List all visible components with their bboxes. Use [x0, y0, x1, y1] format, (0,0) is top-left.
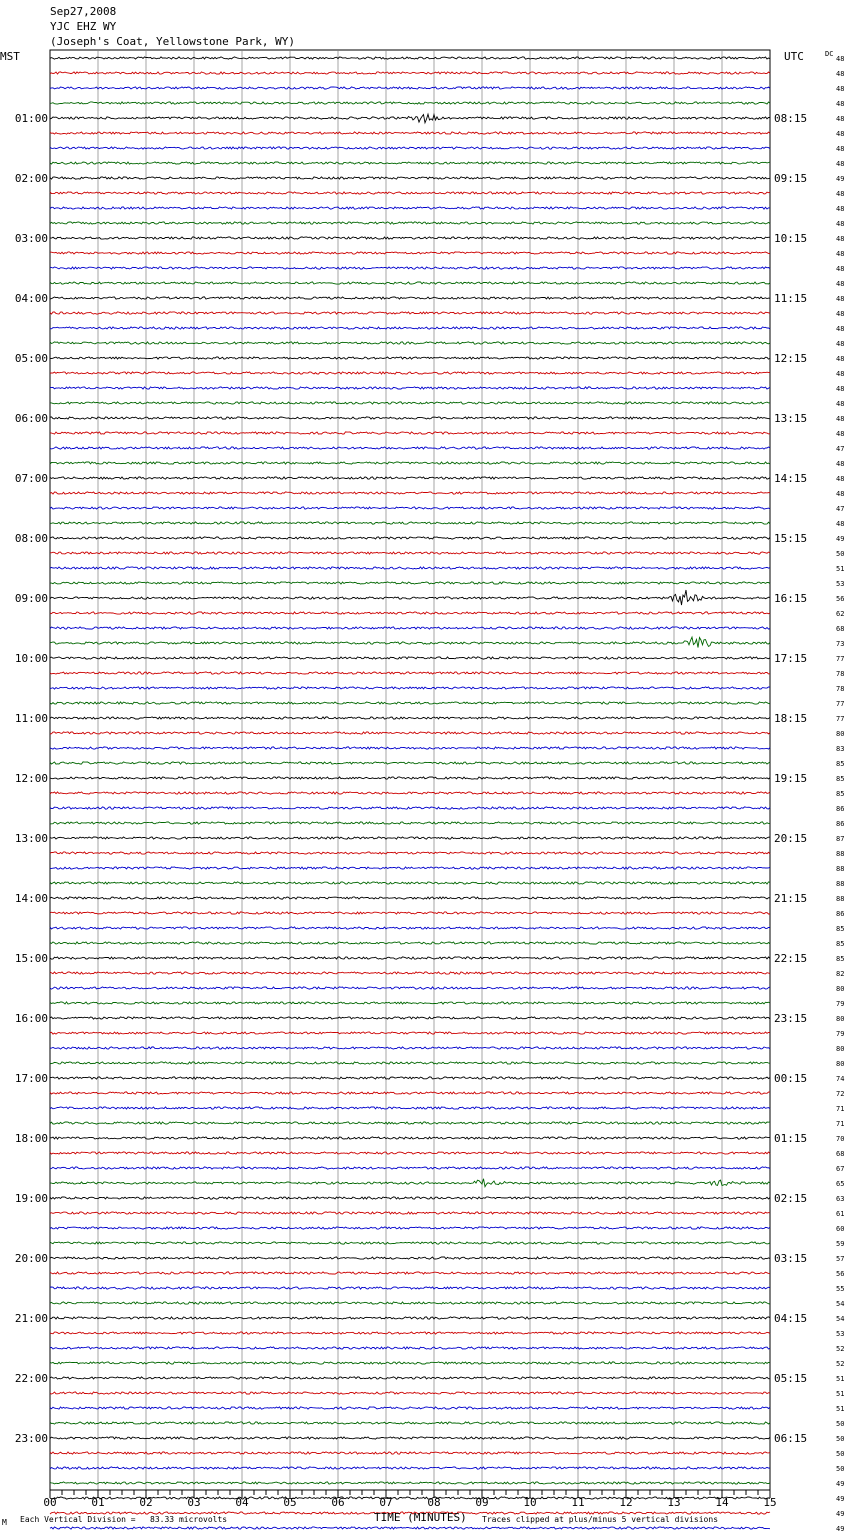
dc-value-label: 68: [836, 625, 845, 633]
x-tick-label: 13: [667, 1496, 681, 1509]
seismic-trace: [50, 717, 770, 719]
dc-value-label: 80: [836, 1060, 845, 1068]
seismic-trace: [50, 822, 770, 824]
seismic-trace: [50, 747, 770, 749]
seismic-trace: [50, 867, 770, 869]
dc-value-label: 83: [836, 745, 845, 753]
dc-value-label: 88: [836, 880, 845, 888]
seismic-trace: [50, 1242, 770, 1244]
left-hour-label: 19:00: [14, 1192, 48, 1205]
dc-value-label: 48: [836, 250, 845, 258]
left-hour-label: 21:00: [14, 1312, 48, 1325]
x-axis-title: TIME (MINUTES): [374, 1511, 467, 1524]
right-hour-label: 17:15: [774, 652, 808, 665]
dc-value-label: 52: [836, 1360, 845, 1368]
dc-value-label: 49: [836, 1525, 845, 1533]
seismic-trace: [50, 1287, 770, 1289]
dc-value-label: 72: [836, 1090, 845, 1098]
dc-value-label: 51: [836, 1405, 845, 1413]
chart-frame: [50, 50, 770, 1490]
seismic-trace: [50, 1347, 770, 1349]
dc-value-label: 68: [836, 1150, 845, 1158]
x-tick-label: 06: [331, 1496, 345, 1509]
left-hour-label: 01:00: [14, 112, 48, 125]
dc-value-label: 53: [836, 1330, 845, 1338]
left-hour-label: 10:00: [14, 652, 48, 665]
seismic-trace: [50, 837, 770, 839]
dc-value-label: 86: [836, 805, 845, 813]
seismic-trace: [50, 590, 770, 605]
seismic-trace: [50, 927, 770, 929]
dc-value-label: 48: [836, 130, 845, 138]
seismic-trace: [50, 637, 770, 647]
seismic-trace: [50, 207, 770, 209]
dc-value-label: 48: [836, 265, 845, 273]
seismic-trace: [50, 87, 770, 89]
left-hour-label: 20:00: [14, 1252, 48, 1265]
right-hour-label: 15:15: [774, 532, 808, 545]
dc-value-label: 48: [836, 100, 845, 108]
dc-value-label: 48: [836, 520, 845, 528]
dc-value-label: 49: [836, 1480, 845, 1488]
seismic-trace: [50, 1407, 770, 1409]
seismic-trace: [50, 252, 770, 254]
dc-value-label: 86: [836, 820, 845, 828]
dc-value-label: 48: [836, 460, 845, 468]
seismic-trace: [50, 1437, 770, 1439]
dc-value-label: 51: [836, 1390, 845, 1398]
seismic-trace: [50, 552, 770, 554]
x-tick-label: 10: [523, 1496, 537, 1509]
label-group: [15, 55, 845, 1534]
seismic-trace: [50, 1167, 770, 1169]
seismic-trace: [50, 237, 770, 239]
dc-value-label: 48: [836, 340, 845, 348]
seismic-trace: [50, 1527, 770, 1529]
seismic-trace: [50, 57, 770, 59]
seismic-trace: [50, 1362, 770, 1364]
dc-value-label: 79: [836, 1030, 845, 1038]
dc-value-label: 78: [836, 685, 845, 693]
right-hour-label: 21:15: [774, 892, 808, 905]
left-hour-label: 15:00: [14, 952, 48, 965]
dc-value-label: 51: [836, 1375, 845, 1383]
left-hour-label: 11:00: [14, 712, 48, 725]
x-tick-label: 12: [619, 1496, 633, 1509]
dc-value-label: 50: [836, 550, 845, 558]
right-hour-label: 23:15: [774, 1012, 808, 1025]
right-hour-label: 03:15: [774, 1252, 808, 1265]
seismic-trace: [50, 1452, 770, 1454]
left-hour-label: 17:00: [14, 1072, 48, 1085]
seismic-trace: [50, 132, 770, 134]
dc-value-label: 80: [836, 730, 845, 738]
dc-value-label: 48: [836, 205, 845, 213]
seismic-trace: [50, 297, 770, 299]
left-hour-label: 12:00: [14, 772, 48, 785]
seismic-trace: [50, 1047, 770, 1049]
seismic-trace: [50, 567, 770, 569]
x-tick-label: 14: [715, 1496, 729, 1509]
dc-value-label: 48: [836, 415, 845, 423]
seismic-trace: [50, 1257, 770, 1259]
dc-value-label: 48: [836, 280, 845, 288]
right-hour-label: 11:15: [774, 292, 808, 305]
seismic-trace: [50, 942, 770, 944]
seismic-trace: [50, 1137, 770, 1139]
right-hour-label: 08:15: [774, 112, 808, 125]
dc-value-label: 82: [836, 970, 845, 978]
x-tick-label: 08: [427, 1496, 441, 1509]
seismic-trace: [50, 1032, 770, 1034]
seismic-trace: [50, 1422, 770, 1424]
x-tick-label: 01: [91, 1496, 105, 1509]
seismic-trace: [50, 1302, 770, 1304]
seismic-trace: [50, 1017, 770, 1019]
dc-value-label: 61: [836, 1210, 845, 1218]
right-hour-label: 12:15: [774, 352, 808, 365]
dc-value-label: 48: [836, 55, 845, 63]
dc-value-label: 88: [836, 895, 845, 903]
seismic-trace: [50, 1467, 770, 1469]
seismic-trace: [50, 1179, 770, 1187]
dc-value-label: 85: [836, 940, 845, 948]
x-tick-label: 02: [139, 1496, 153, 1509]
seismic-trace: [50, 327, 770, 329]
seismic-trace: [50, 762, 770, 764]
right-hour-label: 02:15: [774, 1192, 808, 1205]
dc-value-label: 48: [836, 385, 845, 393]
seismic-trace: [50, 1377, 770, 1379]
dc-value-label: 48: [836, 115, 845, 123]
dc-value-label: 54: [836, 1315, 845, 1323]
right-hour-label: 09:15: [774, 172, 808, 185]
seismic-trace: [50, 882, 770, 884]
seismic-trace: [50, 777, 770, 779]
dc-value-label: 86: [836, 910, 845, 918]
dc-value-label: 87: [836, 835, 845, 843]
right-hour-label: 04:15: [774, 1312, 808, 1325]
left-hour-label: 14:00: [14, 892, 48, 905]
dc-value-label: 79: [836, 1000, 845, 1008]
dc-value-label: 62: [836, 610, 845, 618]
right-hour-label: 10:15: [774, 232, 808, 245]
seismic-trace: [50, 897, 770, 899]
seismic-trace: [50, 522, 770, 524]
seismic-trace: [50, 72, 770, 74]
right-hour-label: 05:15: [774, 1372, 808, 1385]
seismic-trace: [50, 627, 770, 629]
seismic-trace: [50, 1077, 770, 1079]
left-hour-label: 03:00: [14, 232, 48, 245]
dc-value-label: 47: [836, 505, 845, 513]
dc-value-label: 48: [836, 325, 845, 333]
seismic-trace: [50, 477, 770, 479]
seismic-trace: [50, 114, 770, 123]
seismic-trace: [50, 147, 770, 149]
seismic-trace: [50, 387, 770, 389]
seismic-trace: [50, 1212, 770, 1214]
right-hour-label: 16:15: [774, 592, 808, 605]
x-tick-label: 07: [379, 1496, 393, 1509]
right-hour-label: 06:15: [774, 1432, 808, 1445]
right-hour-label: 22:15: [774, 952, 808, 965]
dc-value-label: 85: [836, 790, 845, 798]
left-hour-label: 22:00: [14, 1372, 48, 1385]
seismic-trace: [50, 1152, 770, 1154]
seismic-trace: [50, 1002, 770, 1004]
left-hour-label: 07:00: [14, 472, 48, 485]
dc-label: DC: [825, 50, 834, 58]
dc-value-label: 56: [836, 595, 845, 603]
right-hour-label: 19:15: [774, 772, 808, 785]
seismic-trace: [50, 492, 770, 494]
dc-value-label: 47: [836, 445, 845, 453]
dc-value-label: 51: [836, 565, 845, 573]
dc-value-label: 56: [836, 1270, 845, 1278]
dc-value-label: 73: [836, 640, 845, 648]
seismic-trace: [50, 657, 770, 659]
right-hour-label: 01:15: [774, 1132, 808, 1145]
dc-value-label: 80: [836, 1015, 845, 1023]
vertical-division-note: Each Vertical Division = 83.33 microvolts: [20, 1515, 228, 1524]
dc-value-label: 78: [836, 670, 845, 678]
dc-value-label: 71: [836, 1120, 845, 1128]
seismic-trace: [50, 1092, 770, 1094]
x-tick-label: 04: [235, 1496, 249, 1509]
seismic-trace: [50, 372, 770, 374]
dc-value-label: 55: [836, 1285, 845, 1293]
left-hour-label: 13:00: [14, 832, 48, 845]
left-hour-label: 23:00: [14, 1432, 48, 1445]
dc-value-label: 65: [836, 1180, 845, 1188]
dc-value-label: 77: [836, 655, 845, 663]
seismic-trace: [50, 357, 770, 359]
seismic-trace: [50, 852, 770, 854]
header-location: (Joseph's Coat, Yellowstone Park, WY): [50, 35, 296, 48]
x-tick-label: 15: [763, 1496, 777, 1509]
dc-value-label: 48: [836, 220, 845, 228]
dc-value-label: 48: [836, 85, 845, 93]
dc-value-label: 60: [836, 1225, 845, 1233]
seismic-trace: [50, 1332, 770, 1334]
dc-value-label: 71: [836, 1105, 845, 1113]
seismic-trace: [50, 1497, 770, 1499]
footer-mark: M: [2, 1518, 7, 1527]
dc-value-label: 48: [836, 430, 845, 438]
dc-value-label: 85: [836, 760, 845, 768]
dc-value-label: 70: [836, 1135, 845, 1143]
seismic-trace: [50, 1107, 770, 1109]
seismic-trace: [50, 402, 770, 404]
seismic-trace: [50, 447, 770, 449]
seismic-trace: [50, 507, 770, 509]
right-hour-label: 14:15: [774, 472, 808, 485]
seismic-trace: [50, 432, 770, 434]
dc-value-label: 48: [836, 355, 845, 363]
left-hour-label: 09:00: [14, 592, 48, 605]
header-station: YJC EHZ WY: [50, 20, 117, 33]
x-tick-label: 00: [43, 1496, 57, 1509]
dc-value-label: 52: [836, 1345, 845, 1353]
right-hour-label: 13:15: [774, 412, 808, 425]
seismic-trace: [50, 462, 770, 464]
seismic-trace: [50, 732, 770, 734]
seismic-trace: [50, 987, 770, 989]
seismic-trace: [50, 177, 770, 179]
dc-value-label: 67: [836, 1165, 845, 1173]
seismic-trace: [50, 312, 770, 314]
clip-note: Traces clipped at plus/minus 5 vertical divisions: [482, 1515, 719, 1524]
left-hour-label: 05:00: [14, 352, 48, 365]
x-tick-label: 09: [475, 1496, 489, 1509]
dc-value-label: 48: [836, 145, 845, 153]
left-hour-label: 08:00: [14, 532, 48, 545]
seismic-trace: [50, 1227, 770, 1229]
dc-value-label: 80: [836, 985, 845, 993]
seismic-trace: [50, 1197, 770, 1199]
x-tick-label: 11: [571, 1496, 585, 1509]
x-tick-label: 03: [187, 1496, 201, 1509]
seismic-trace: [50, 612, 770, 614]
right-hour-label: 20:15: [774, 832, 808, 845]
dc-value-label: 85: [836, 955, 845, 963]
dc-value-label: 50: [836, 1465, 845, 1473]
seismic-trace: [50, 267, 770, 269]
dc-value-label: 74: [836, 1075, 845, 1083]
seismic-trace: [50, 582, 770, 584]
seismic-trace: [50, 1272, 770, 1274]
right-hour-label: 00:15: [774, 1072, 808, 1085]
seismic-trace: [50, 282, 770, 284]
dc-value-label: 48: [836, 235, 845, 243]
dc-value-label: 54: [836, 1300, 845, 1308]
seismic-trace: [50, 1482, 770, 1484]
dc-value-label: 48: [836, 475, 845, 483]
dc-value-label: 85: [836, 925, 845, 933]
seismic-trace: [50, 162, 770, 164]
left-hour-label: 18:00: [14, 1132, 48, 1145]
seismic-trace: [50, 102, 770, 104]
dc-value-label: 88: [836, 865, 845, 873]
left-hour-label: 16:00: [14, 1012, 48, 1025]
seismic-trace: [50, 702, 770, 704]
seismic-trace: [50, 222, 770, 224]
dc-value-label: 48: [836, 190, 845, 198]
dc-value-label: 48: [836, 490, 845, 498]
left-hour-label: 02:00: [14, 172, 48, 185]
dc-value-label: 48: [836, 160, 845, 168]
seismic-trace: [50, 1062, 770, 1064]
dc-value-label: 57: [836, 1255, 845, 1263]
seismic-trace: [50, 912, 770, 914]
seismic-trace: [50, 672, 770, 674]
dc-value-label: 59: [836, 1240, 845, 1248]
seismic-trace: [50, 417, 770, 419]
dc-value-label: 63: [836, 1195, 845, 1203]
seismic-trace: [50, 792, 770, 794]
dc-value-label: 48: [836, 370, 845, 378]
dc-value-label: 48: [836, 70, 845, 78]
seismic-trace: [50, 687, 770, 689]
dc-value-label: 88: [836, 850, 845, 858]
dc-value-label: 50: [836, 1450, 845, 1458]
dc-value-label: 49: [836, 1510, 845, 1518]
dc-value-label: 50: [836, 1420, 845, 1428]
seismic-trace: [50, 1317, 770, 1319]
dc-value-label: 50: [836, 1435, 845, 1443]
seismic-trace: [50, 957, 770, 959]
dc-value-label: 77: [836, 715, 845, 723]
x-tick-label: 05: [283, 1496, 297, 1509]
dc-value-label: 48: [836, 310, 845, 318]
dc-value-label: 48: [836, 295, 845, 303]
left-timezone-label: MST: [0, 50, 20, 63]
dc-value-label: 80: [836, 1045, 845, 1053]
dc-value-label: 49: [836, 535, 845, 543]
seismic-trace: [50, 807, 770, 809]
seismic-trace: [50, 972, 770, 974]
dc-value-label: 53: [836, 580, 845, 588]
seismic-trace: [50, 1392, 770, 1394]
dc-value-label: 85: [836, 775, 845, 783]
seismic-trace: [50, 537, 770, 539]
seismic-trace: [50, 192, 770, 194]
right-timezone-label: UTC: [784, 50, 804, 63]
dc-value-label: 48: [836, 400, 845, 408]
right-hour-label: 18:15: [774, 712, 808, 725]
left-hour-label: 06:00: [14, 412, 48, 425]
header-date: Sep27,2008: [50, 5, 117, 18]
dc-value-label: 49: [836, 175, 845, 183]
seismic-trace: [50, 342, 770, 344]
left-hour-label: 04:00: [14, 292, 48, 305]
trace-group: [50, 57, 770, 1534]
seismic-trace: [50, 1122, 770, 1124]
dc-value-label: 49: [836, 1495, 845, 1503]
dc-value-label: 77: [836, 700, 845, 708]
